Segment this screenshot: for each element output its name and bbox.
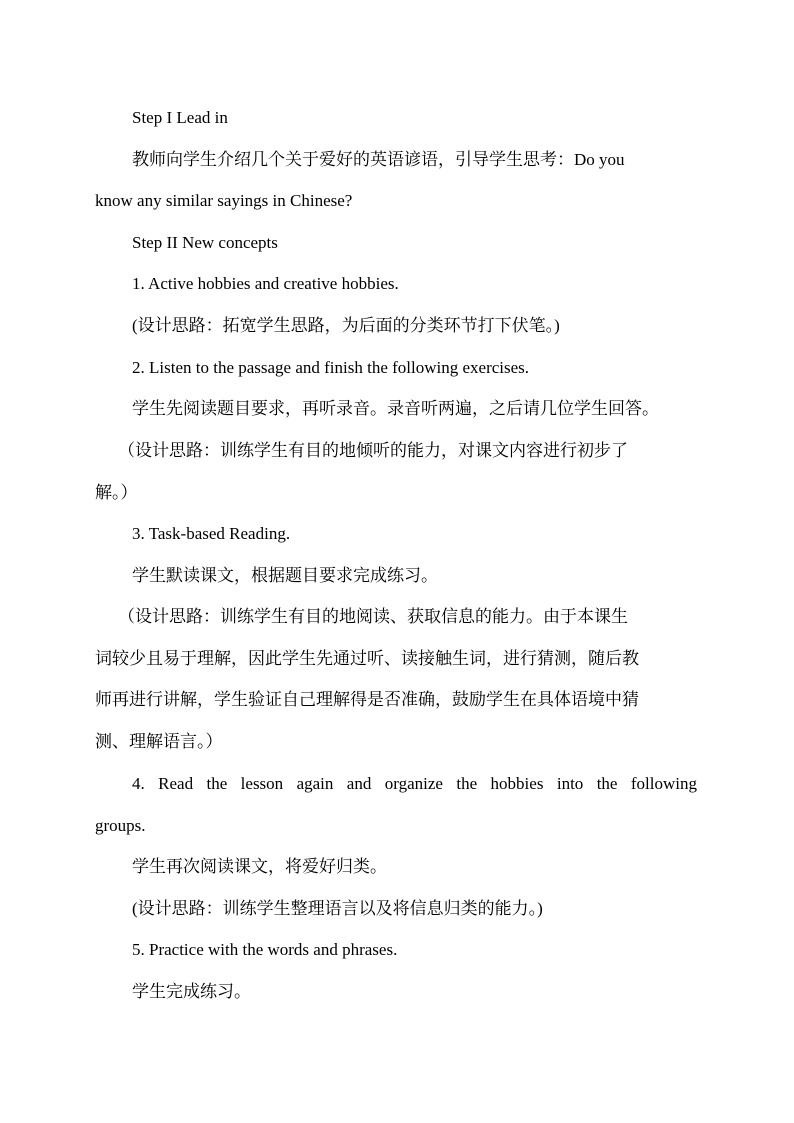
item-3-title: 3. Task-based Reading. <box>132 524 291 543</box>
item-5-title: 5. Practice with the words and phrases. <box>132 940 398 959</box>
item-2-title: 2. Listen to the passage and finish the following exercises. <box>132 358 530 377</box>
item-2-design-note-continued: 解。） <box>95 483 138 502</box>
item-3-design-note-line-3: 师再进行讲解，学生验证自己理解得是否准确，鼓励学生在具体语境中猜 <box>95 690 639 709</box>
step-1-heading: Step I Lead in <box>132 108 228 127</box>
item-4-text: 学生再次阅读课文，将爱好归类。 <box>132 857 387 876</box>
step-2-heading: Step II New concepts <box>132 233 278 252</box>
item-3-text: 学生默读课文，根据题目要求完成练习。 <box>132 566 438 585</box>
item-3-design-note-line-4: 测、理解语言。） <box>95 732 223 751</box>
item-3-design-note: （设计思路：训练学生有目的地阅读、获取信息的能力。由于本课生 <box>118 607 628 626</box>
item-1-title: 1. Active hobbies and creative hobbies. <box>132 274 399 293</box>
item-3-design-note-line-2: 词较少且易于理解，因此学生先通过听、读接触生词，进行猜测，随后教 <box>95 649 639 668</box>
step-1-text-continued: know any similar sayings in Chinese? <box>95 191 353 210</box>
item-4-title: 4. Read the lesson again and organize the hobbies into the following <box>132 774 697 793</box>
item-2-text: 学生先阅读题目要求，再听录音。录音听两遍，之后请几位学生回答。 <box>132 399 659 418</box>
item-4-title-continued: groups. <box>95 816 146 835</box>
item-5-text: 学生完成练习。 <box>132 982 251 1001</box>
item-4-design-note: (设计思路：训练学生整理语言以及将信息归类的能力。) <box>132 899 543 918</box>
step-1-text: 教师向学生介绍几个关于爱好的英语谚语，引导学生思考：Do you <box>132 150 625 169</box>
item-1-design-note: (设计思路：拓宽学生思路，为后面的分类环节打下伏笔。) <box>132 316 560 335</box>
item-2-design-note: （设计思路：训练学生有目的地倾听的能力，对课文内容进行初步了 <box>118 441 628 460</box>
